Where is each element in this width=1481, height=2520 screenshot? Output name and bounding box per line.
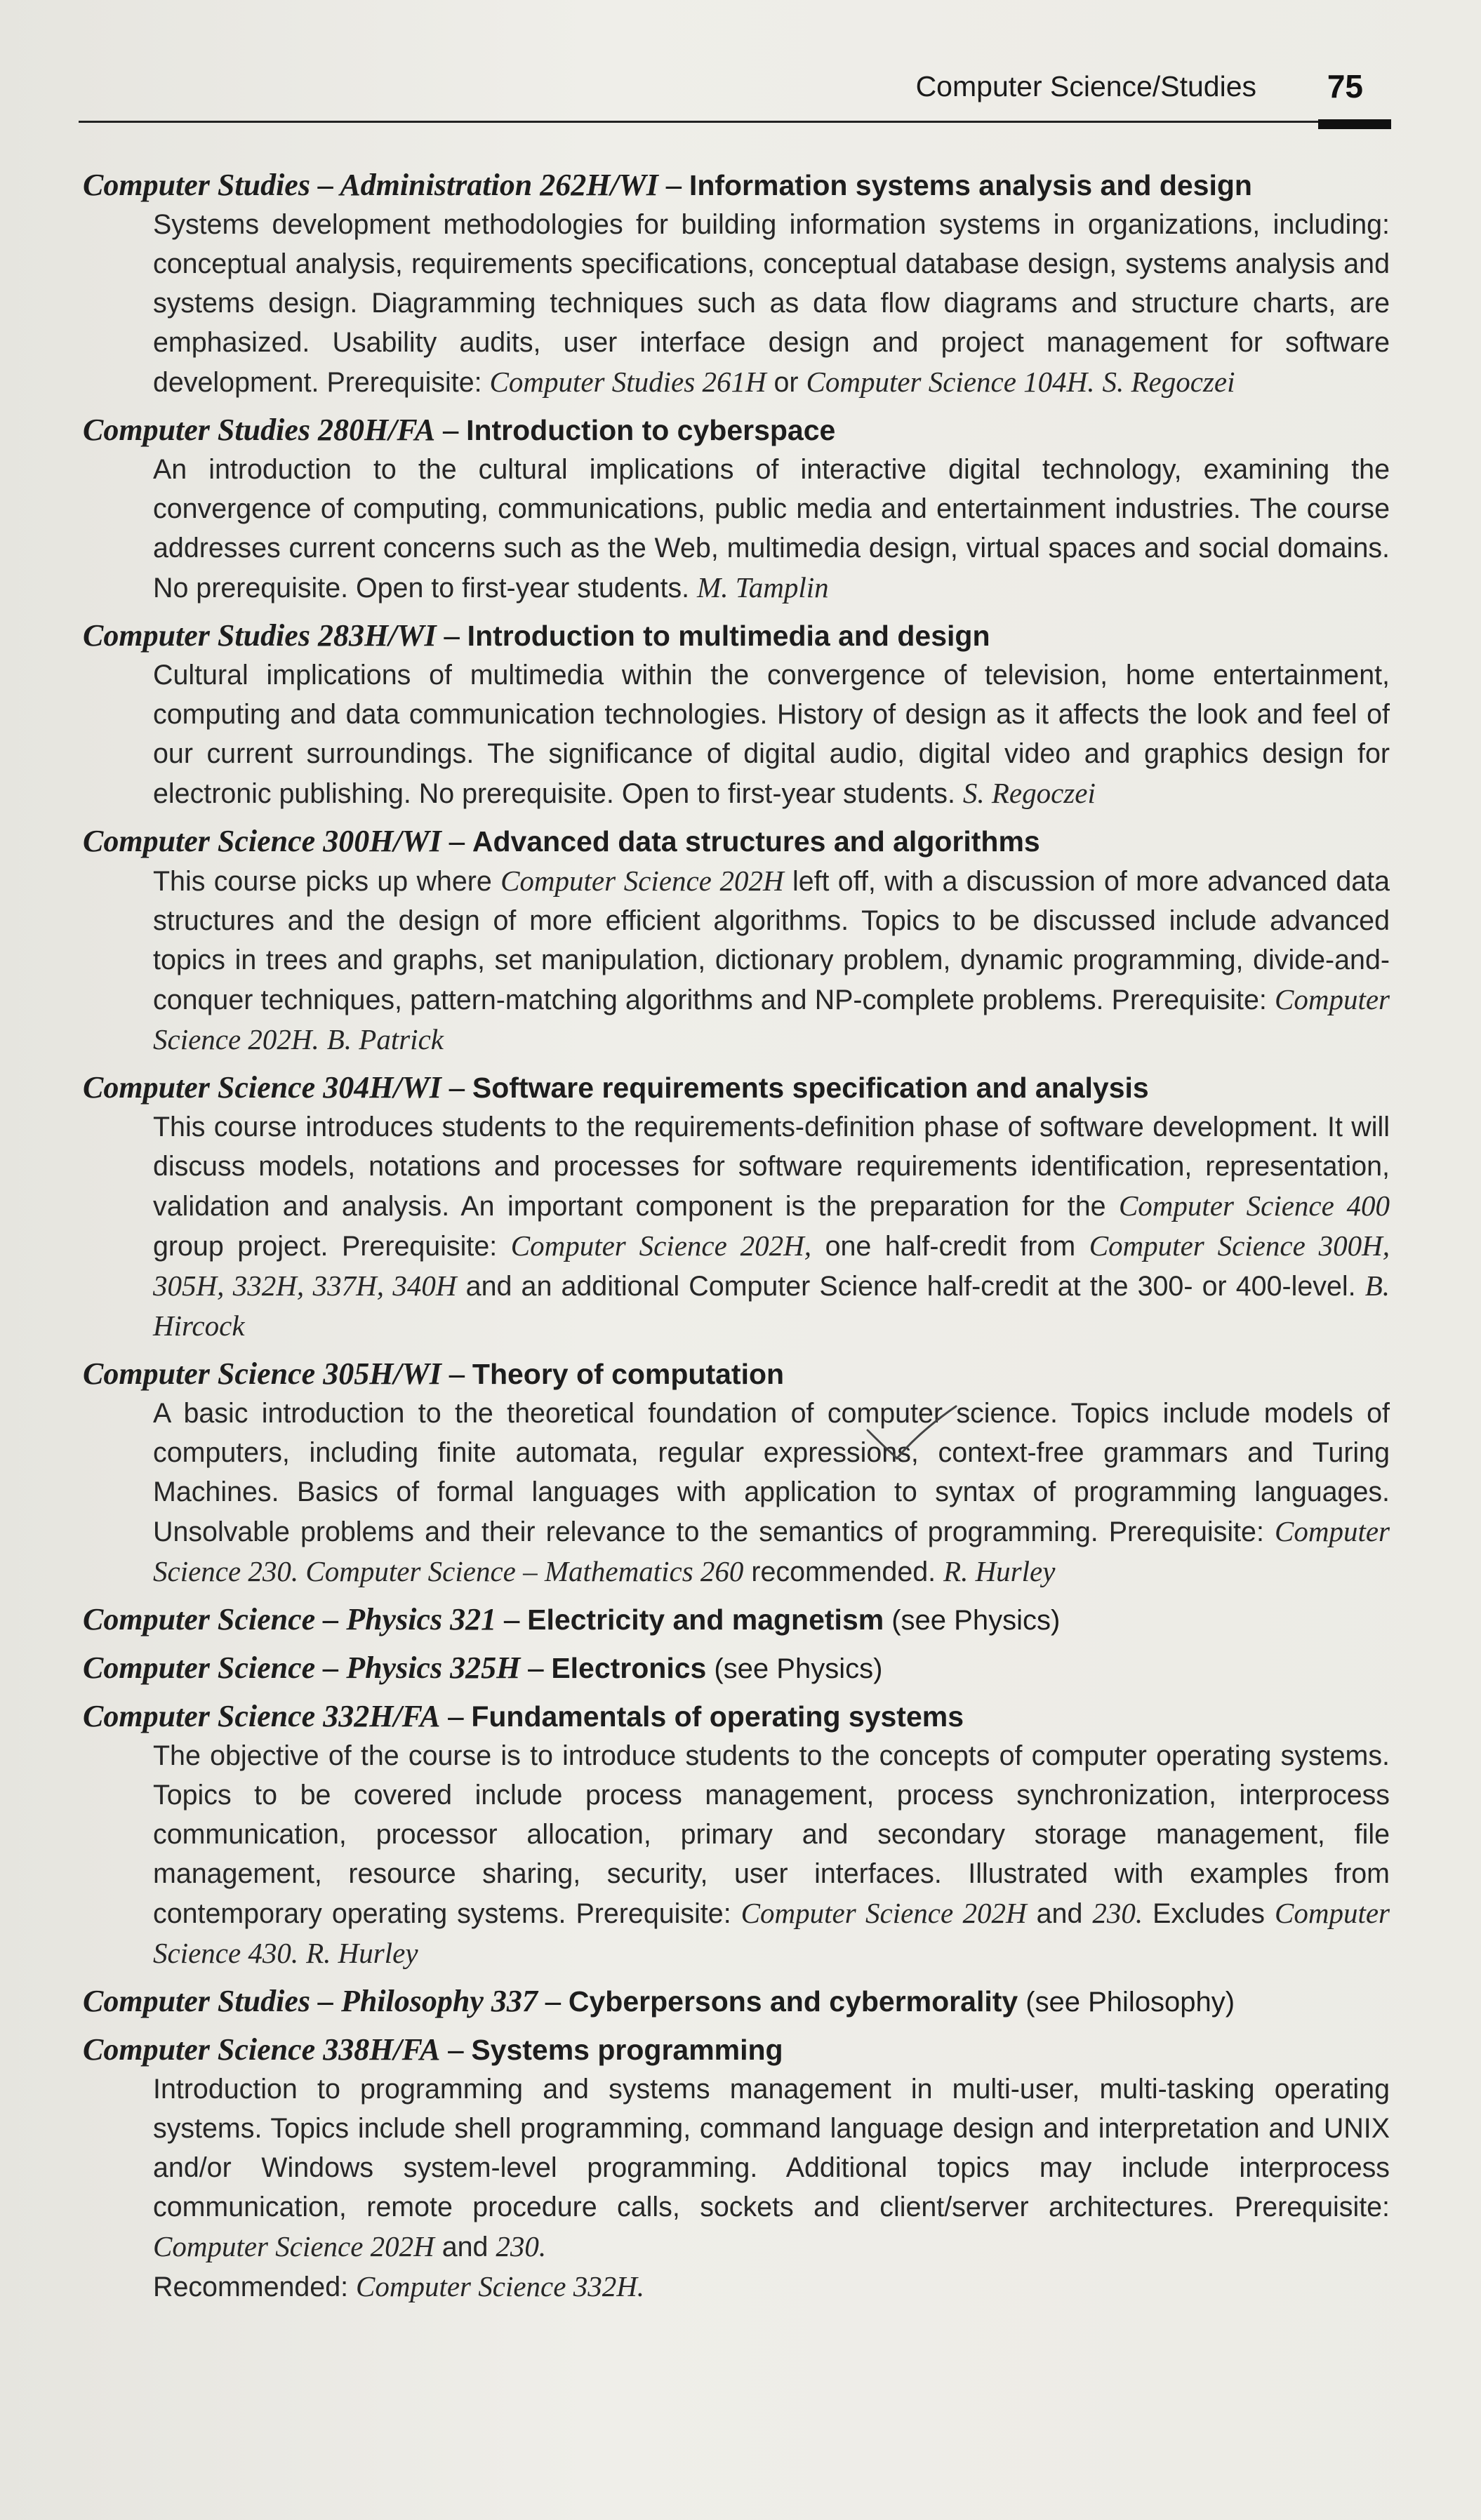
course-entry	[83, 822, 1390, 1060]
cross-reference: (see Physics)	[714, 1653, 883, 1684]
course-heading: Computer Studies 280H/FA – Introduction to cyberspace	[83, 413, 836, 447]
course-code: Computer Studies 283H/WI	[83, 618, 437, 653]
course-heading: Computer Studies 283H/WI – Introduction to multimedia and design	[83, 618, 990, 653]
course-description	[153, 1736, 1390, 1973]
description-text: one half-credit from	[811, 1231, 1089, 1262]
course-title: Software requirements specification and analysis	[472, 1072, 1149, 1104]
course-entry	[83, 2030, 1390, 2307]
course-reference: Computer Science 400	[1118, 1189, 1390, 1222]
instructor-name: B. Patrick	[326, 1023, 444, 1055]
course-description	[153, 1394, 1390, 1592]
course-entry	[83, 411, 1390, 608]
course-title: Systems programming	[471, 2034, 783, 2066]
course-title: Information systems analysis and design	[689, 169, 1252, 201]
description-text: left off, with a discussion of more advanced data structures and the design of more efficient algorithms. Topics to be discussed include advanced topics in trees and graphs, set manipulation, dictionary problem, dynamic programming, divide-and-conquer techniques, pattern-matching algorithms and NP-complete problems. Prerequisite:	[153, 866, 1390, 1015]
course-heading: Computer Science 304H/WI – Software requirements specification and analysis	[83, 1070, 1149, 1105]
course-title: Theory of computation	[472, 1358, 785, 1390]
course-heading: Computer Science 300H/WI – Advanced data structures and algorithms	[83, 824, 1040, 858]
course-heading: Computer Science – Physics 325H – Electronics (see Physics)	[83, 1651, 883, 1685]
course-title: Cyberpersons and cybermorality	[568, 1985, 1018, 2018]
description-text: Systems development methodologies for building information systems in organizations, including: conceptual analysis, requirements specifications, conceptual database design, systems analysis and systems design. Diagramming techniques such as data flow diagrams and structure charts, are emphasized. Usability audits, user interface design and project management for software development. Prerequisite:	[153, 209, 1390, 398]
description-text: and an additional Computer Science half-credit at the 300- or 400-level.	[456, 1271, 1365, 1302]
description-text	[298, 1938, 306, 1969]
instructor-name: S. Regoczei	[1102, 366, 1235, 398]
course-heading: Computer Science 338H/FA – Systems programming	[83, 2032, 783, 2067]
course-reference: Computer Science 430.	[153, 1897, 1390, 1969]
description-text: recommended.	[743, 1556, 944, 1587]
course-entry	[83, 1982, 1390, 2022]
course-code: Computer Science 304H/WI	[83, 1070, 441, 1105]
description-text: An introduction to the cultural implications of interactive digital technology, examining the convergence of computing, communications, public media and entertainment industries. The course addresses current concerns such as the Web, multimedia design, virtual spaces and social domains. No prerequisite. Open to first-year students.	[153, 454, 1390, 604]
course-entry	[83, 616, 1390, 813]
course-reference: 230.	[496, 2230, 547, 2262]
course-code: Computer Science 338H/FA	[83, 2032, 441, 2067]
course-code: Computer Science – Physics 321	[83, 1602, 497, 1636]
course-reference: Computer Science 230. Computer Science – Mathematics 260	[153, 1515, 1390, 1587]
description-text	[1095, 367, 1103, 398]
course-entry	[83, 166, 1390, 402]
description-text: Excludes	[1143, 1898, 1275, 1929]
instructor-name: S. Regoczei	[962, 777, 1096, 809]
course-reference: Computer Science 104H.	[806, 366, 1095, 398]
course-code: Computer Studies – Philosophy 337	[83, 1984, 538, 2018]
description-text: and	[434, 2232, 496, 2262]
description-text	[319, 1025, 327, 1055]
course-description	[153, 655, 1390, 813]
course-reference: Computer Science 202H.	[153, 983, 1390, 1055]
course-entry	[83, 1648, 1390, 1688]
course-heading: Computer Science – Physics 321 – Electricity and magnetism (see Physics)	[83, 1602, 1061, 1636]
course-code: Computer Science 300H/WI	[83, 824, 441, 858]
course-reference: Computer Studies 261H	[489, 366, 766, 398]
course-title: Fundamentals of operating systems	[471, 1700, 964, 1733]
course-heading: Computer Science 305H/WI – Theory of computation	[83, 1356, 785, 1391]
course-code: Computer Studies 280H/FA	[83, 413, 436, 447]
course-reference: Computer Science 202H	[500, 865, 784, 897]
description-text: Introduction to programming and systems management in multi-user, multi-tasking operating systems. Topics include shell programming, command language design and interpretation and UNIX and/or Windows system-level programming. Additional topics may include interprocess communication, remote procedure calls, sockets and client/server architectures. Prerequisite:	[153, 2074, 1390, 2222]
course-title: Introduction to cyberspace	[466, 414, 836, 446]
course-entry	[83, 1068, 1390, 1346]
course-code: Computer Science 332H/FA	[83, 1699, 441, 1733]
course-reference: Computer Science 202H	[740, 1897, 1027, 1929]
running-head	[884, 70, 1369, 112]
course-description	[153, 450, 1390, 608]
course-heading: Computer Studies – Philosophy 337 – Cyberpersons and cybermorality (see Philosophy)	[83, 1984, 1235, 2018]
course-entry	[83, 1354, 1390, 1592]
course-title: Introduction to multimedia and design	[467, 620, 990, 652]
description-text: Cultural implications of multimedia within the convergence of television, home entertainment, computing and data communication technologies. History of design as it affects the look and feel of our current surroundings. The significance of digital audio, digital video and graphics design for electronic publishing. No prerequisite. Open to first-year students.	[153, 660, 1390, 809]
course-listings	[83, 166, 1390, 2315]
description-text: group project. Prerequisite:	[153, 1231, 511, 1262]
course-heading: Computer Science 332H/FA – Fundamentals of operating systems	[83, 1699, 964, 1733]
course-heading: Computer Studies – Administration 262H/WI – Information systems analysis and design	[83, 168, 1252, 202]
running-head-section: Computer Science/Studies	[915, 70, 1256, 102]
instructor-name: R. Hurley	[306, 1937, 418, 1969]
course-reference: 230.	[1092, 1897, 1143, 1929]
page-number: 75	[1327, 68, 1363, 105]
header-rule	[79, 121, 1390, 123]
course-title: Electricity and magnetism	[527, 1604, 884, 1636]
course-entry	[83, 1697, 1390, 1973]
description-text: or	[766, 367, 806, 398]
description-text: A basic introduction to the theoretical foundation of computer science. Topics include models of computers, including finite automata, regular expressions, context-free grammars and Turing Machines. Basics of formal languages with application to syntax of programming languages. Unsolvable problems and their relevance to the semantics of programming. Prerequisite:	[153, 1398, 1390, 1547]
description-text: This course introduces students to the requirements-definition phase of software development. It will discuss models, notations and processes for software requirements identification, representation, validation and analysis. An important component is the preparation for the	[153, 1112, 1390, 1222]
course-description	[153, 1107, 1390, 1346]
description-text: This course picks up where	[153, 866, 501, 897]
cross-reference: (see Philosophy)	[1025, 1987, 1235, 2018]
description-text: Recommended:	[153, 2272, 357, 2302]
course-reference: Computer Science 202H	[153, 2230, 434, 2262]
header-rule-tab	[1318, 119, 1391, 129]
description-text: and	[1026, 1898, 1093, 1929]
course-code: Computer Science 305H/WI	[83, 1356, 441, 1391]
description-text: The objective of the course is to introduce students to the concepts of computer operating systems. Topics to be covered include process management, process synchronization, interprocess communication, processor allocation, primary and secondary storage management, file management, resource sharing, security, user interfaces. Illustrated with examples from contemporary operating systems. Prerequisite:	[153, 1740, 1390, 1929]
course-description	[153, 205, 1390, 402]
course-reference: Computer Science 202H,	[510, 1229, 812, 1262]
instructor-name: R. Hurley	[943, 1555, 1056, 1587]
course-description	[153, 2069, 1390, 2307]
course-description	[153, 861, 1390, 1060]
course-title: Advanced data structures and algorithms	[472, 825, 1040, 858]
course-code: Computer Studies – Administration 262H/WI	[83, 168, 658, 202]
pencil-checkmark	[863, 1404, 962, 1467]
course-reference: Computer Science 332H.	[356, 2270, 645, 2302]
course-reference: Computer Science 300H, 305H, 332H, 337H, 340H	[153, 1229, 1390, 1302]
course-code: Computer Science – Physics 325H	[83, 1651, 521, 1685]
instructor-name: M. Tamplin	[697, 571, 829, 604]
course-entry	[83, 1600, 1390, 1640]
cross-reference: (see Physics)	[891, 1605, 1061, 1636]
instructor-name: B. Hircock	[153, 1269, 1390, 1342]
course-title: Electronics	[551, 1652, 707, 1684]
